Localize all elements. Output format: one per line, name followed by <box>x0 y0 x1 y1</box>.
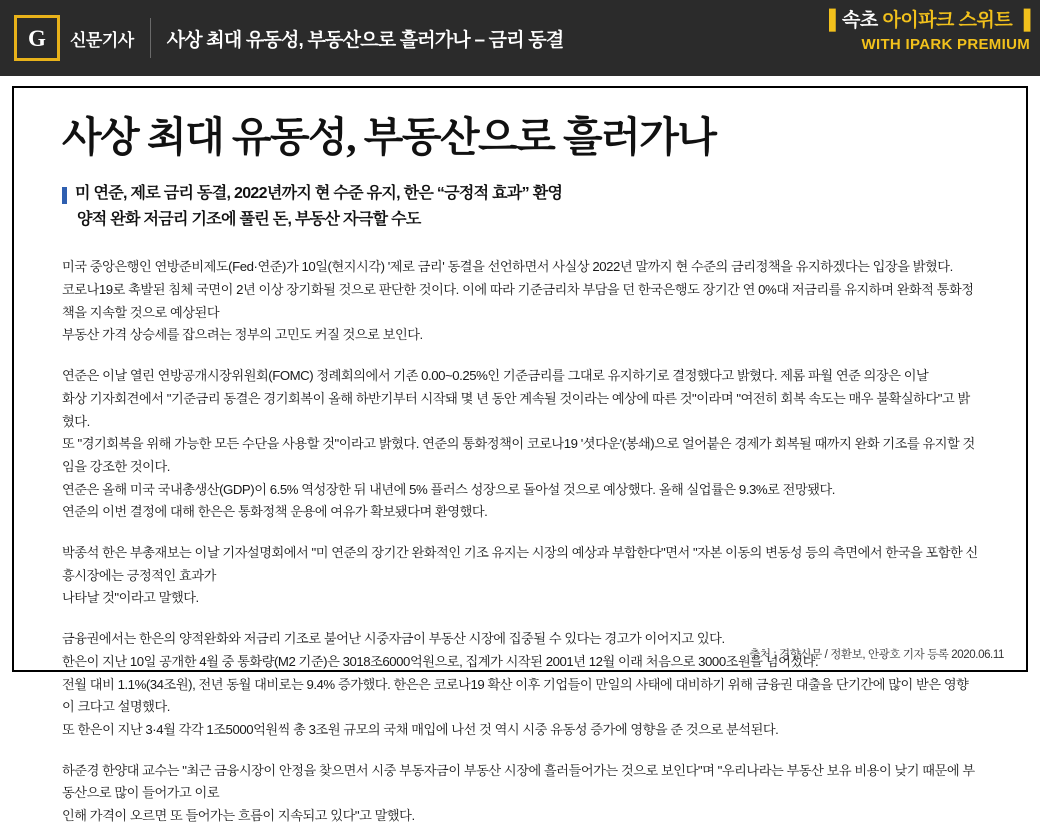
subheadline-block <box>62 183 978 230</box>
paragraph-line: 화상 기자회견에서 "기준금리 동결은 경기회복이 올해 하반기부터 시작돼 몇 년 동안 계속될 것이라는 예상에 따른 것"이라며 "여전히 회복 속도는 매우 불확실하다"고 밝혔다. <box>62 390 970 429</box>
promo-bar-right: ▐ <box>1012 10 1030 31</box>
paragraph-line: 연준의 이번 결정에 대해 한은은 통화정책 운용에 여유가 확보됐다며 환영했다. <box>62 504 488 520</box>
header-divider <box>150 18 151 58</box>
paragraph-line: 하준경 한양대 교수는 "최근 금융시장이 안정을 찾으면서 시중 부동자금이 부동산 시장에 흘러들어가는 것으로 보인다"며 "우리나라는 부동산 보유 비용이 낮기 때문에 부동산으로 많이 들어가고 이로 <box>62 762 975 801</box>
paragraph <box>62 542 978 610</box>
paragraph <box>62 365 978 524</box>
paragraph-line: 또 "경기회복을 위해 가능한 모든 수단을 사용할 것"이라고 밝혔다. 연준의 통화정책이 코로나19 '셧다운'(봉쇄)으로 얼어붙은 경제가 회복될 때까지 완화 기조를 유지할 것임을 강조한 것이다. <box>62 436 975 474</box>
paragraph-line: 연준은 올해 미국 국내총생산(GDP)이 6.5% 역성장한 뒤 내년에 5% 플러스 성장으로 돌아설 것으로 예상했다. 올해 실업률은 9.3%로 전망됐다. <box>62 481 836 497</box>
paragraph-line: 인해 가격이 오르면 또 들어가는 흐름이 지속되고 있다"고 말했다. <box>62 808 415 824</box>
paragraph-line: 코로나19로 촉발된 침체 국면이 2년 이상 장기화될 것으로 판단한 것이다. 이에 따라 기준금리차 부담을 던 한국은행도 장기간 연 0%대 저금리를 유지하며 완화적 통화정책을 지속할 것으로 예상된다 <box>62 282 974 320</box>
promo-accent: 아이파크 스위트 <box>882 10 1013 31</box>
subheadline-secondary: 양적 완화 저금리 기조에 풀린 돈, 부동산 자극할 수도 <box>77 210 421 228</box>
top-banner <box>0 0 1040 76</box>
paragraph-line: 박종석 한은 부총재보는 이날 기자설명회에서 "미 연준의 장기간 완화적인 기조 유지는 시장의 예상과 부합한다"면서 "자본 이동의 변동성 등의 측면에서 한국을 포함한 신흥시장에는 긍정적인 효과가 <box>62 545 978 583</box>
section-label: 신문기사 <box>70 30 134 50</box>
subheadline-accent-bar <box>62 187 67 204</box>
paragraph-line: 또 한은이 지난 3·4월 각각 1조5000억원씩 총 3조원 규모의 국채 매입에 나선 것 역시 시중 유동성 증가에 영향을 준 것으로 분석된다. <box>62 721 779 737</box>
paragraph <box>62 256 978 347</box>
logo-glyph: G <box>28 25 46 51</box>
page-container <box>0 76 1040 824</box>
article-frame <box>12 86 1028 824</box>
paragraph-line: 전월 대비 1.1%(34조원), 전년 동월 대비로는 9.4% 증가했다. 한은은 코로나19 확산 이후 기업들이 만일의 사태에 대비하기 위해 금융권 대출을 단기간에 많이 받은 영향이 크다고 설명했다. <box>62 676 969 715</box>
paragraph-line: 부동산 가격 상승세를 잡으려는 정부의 고민도 커질 것으로 보인다. <box>62 327 423 343</box>
paragraph-line: 연준은 이날 열린 연방공개시장위원회(FOMC) 정례회의에서 기존 0.00~0.25%인 기준금리를 그대로 유지하기로 결정했다고 밝혔다. 제롬 파월 연준 의장은 이날 <box>62 368 929 384</box>
paragraph <box>62 760 978 828</box>
paragraph-line: 한은이 지난 10일 공개한 4월 중 통화량(M2 기준)은 3018조6000억원으로, 집계가 시작된 2001년 12월 이래 처음으로 3000조원을 넘어섰다. <box>62 653 819 669</box>
promo-bar-left: ▌ <box>829 10 842 31</box>
promo-prefix: 속초 <box>841 10 883 31</box>
promo-subtitle: WITH IPARK PREMIUM <box>861 35 1030 53</box>
page-title: 사상 최대 유동성, 부동산으로 흘러가나 <box>62 114 716 160</box>
paragraph-line: 나타날 것"이라고 말했다. <box>62 590 199 606</box>
promo-title <box>829 10 1030 32</box>
logo-mark <box>14 15 60 61</box>
source-credit: 출처 : 경향신문 / 정환보, 안광호 기자 등록 2020.06.11 <box>749 649 1004 661</box>
paragraph-line: 미국 중앙은행인 연방준비제도(Fed·연준)가 10일(현지시각) '제로 금리' 동결을 선언하면서 사실상 2022년 말까지 현 수준의 금리정책을 유지하겠다는 입장을 밝혔다. <box>62 259 953 275</box>
article-body <box>62 256 978 827</box>
top-headline: 사상 최대 유동성, 부동산으로 흘러가나 – 금리 동결 <box>166 29 564 51</box>
subheadline-primary: 미 연준, 제로 금리 동결, 2022년까지 현 수준 유지, 한은 “긍정적 효과” 환영 <box>75 185 563 203</box>
paragraph-line: 금융권에서는 한은의 양적완화와 저금리 기조로 불어난 시중자금이 부동산 시장에 집중될 수 있다는 경고가 이어지고 있다. <box>62 631 725 647</box>
promo-block[interactable] <box>829 10 1030 53</box>
